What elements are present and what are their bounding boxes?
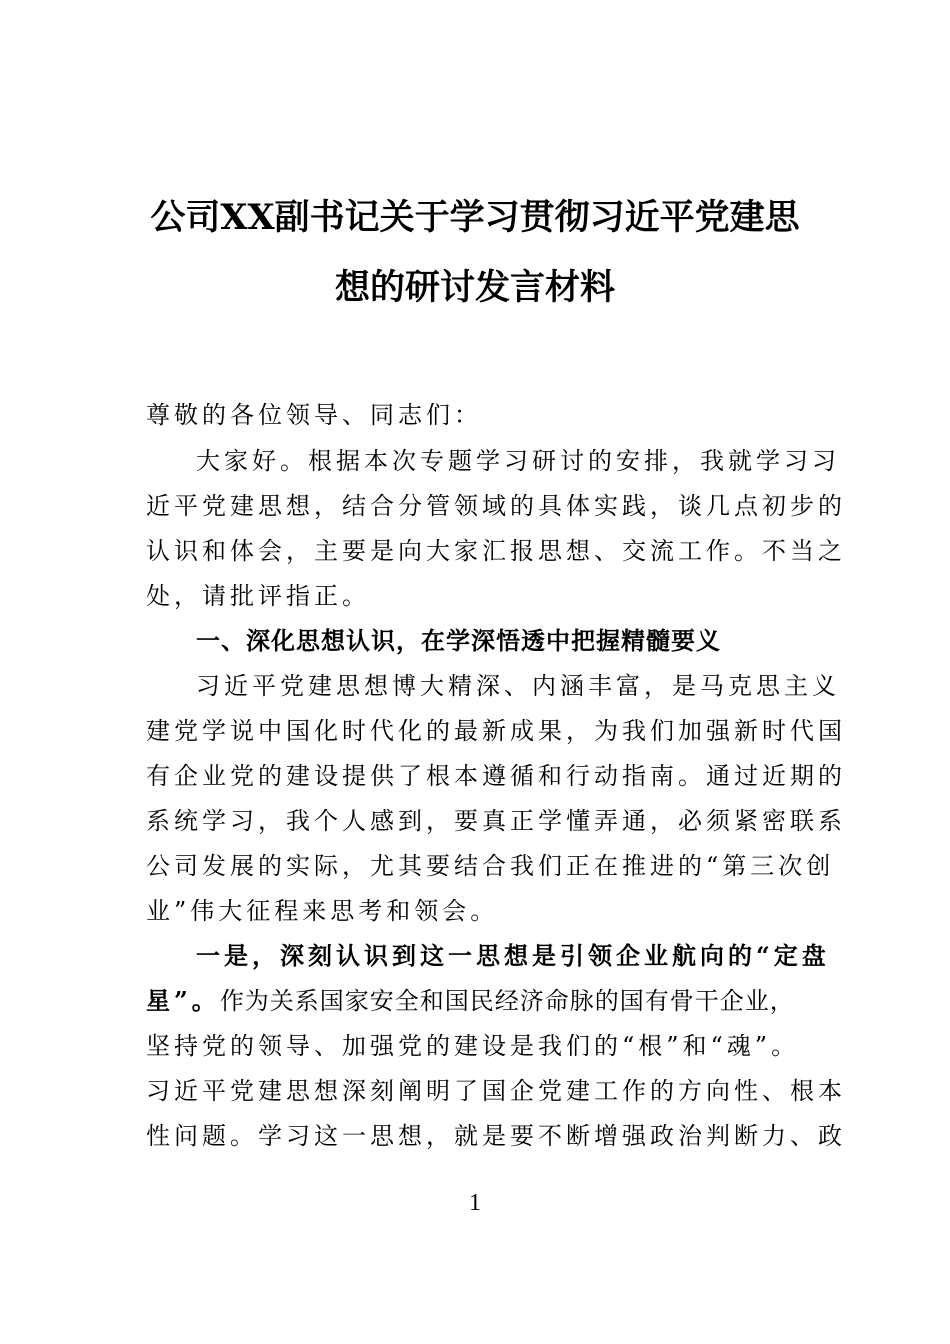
body-line: 处，请批评指正。 [146, 582, 370, 610]
point-heading-tail: 星”。 [146, 986, 220, 1015]
document-title-line-2: 想的研讨发言材料 [334, 267, 615, 308]
salutation: 尊敬的各位领导、同志们： [146, 401, 482, 429]
page-number: 1 [469, 1190, 481, 1216]
body-line: 有企业党的建设提供了根本遵循和行动指南。通过近期的 [146, 762, 846, 790]
body-line: 认识和体会，主要是向大家汇报思想、交流工作。不当之 [146, 537, 846, 565]
body-line: 坚持党的领导、加强党的建设是我们的“根”和“魂”。 [146, 1032, 800, 1060]
point-heading: 一是，深刻认识到这一思想是引领企业航向的“定盘 [196, 941, 830, 970]
body-line: 建党学说中国化时代化的最新成果，为我们加强新时代国 [146, 717, 846, 745]
body-line: 系统学习，我个人感到，要真正学懂弄通，必须紧密联系 [146, 807, 846, 835]
body-text: 作为关系国家安全和国民经济命脉的国有骨干企业， [219, 987, 795, 1015]
body-line-mixed [146, 986, 806, 1016]
body-line: 性问题。学习这一思想，就是要不断增强政治判断力、政 [146, 1122, 846, 1150]
body-line: 业”伟大征程来思考和领会。 [146, 897, 499, 925]
body-line: 习近平党建思想博大精深、内涵丰富，是马克思主义 [196, 672, 840, 700]
body-line: 习近平党建思想深刻阐明了国企党建工作的方向性、根本 [146, 1077, 846, 1105]
document-title-line-1: 公司XX副书记关于学习贯彻习近平党建思 [150, 197, 800, 238]
body-line: 公司发展的实际，尤其要结合我们正在推进的“第三次创 [146, 852, 835, 880]
body-line: 近平党建思想，结合分管领域的具体实践，谈几点初步的 [146, 492, 846, 520]
body-line: 大家好。根据本次专题学习研讨的安排，我就学习习 [196, 447, 840, 475]
section-heading: 一、深化思想认识，在学深悟透中把握精髓要义 [196, 627, 721, 655]
